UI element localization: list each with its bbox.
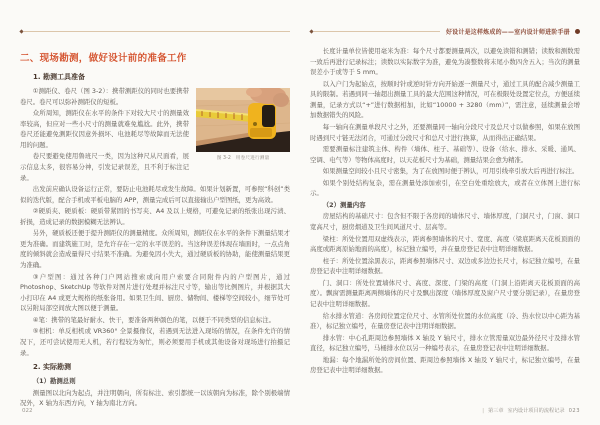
page-number-right: 023 xyxy=(568,407,580,414)
running-header-title: 好设计是这样炼成的——室内设计师进阶手册 xyxy=(445,28,570,36)
page-number-left: 022 xyxy=(22,408,33,414)
paragraph: 以入户门为起始点，按顺时针或逆时针方向开始逐一测量尺寸，通过工具的配合减少测量工具的限制。若遇到同一轴超出测量工具的最大范围这种情况，可在极限处设置定位点，方便延续测量，记录方式以“+”进行数据相加，比如“10000 + 3280（mm）”，需注意，延续测量会增加数据错失的风险。 xyxy=(310,79,580,120)
paragraph: ⑤相机：单反相机或 VR360° 全景摄像仪，若遇到无法进入现场的情况，在条件允许的情况下，还可尝试使用无人机，若行程较为匆忙，则必须要用手机或其他设备对现场进行拍摄记录。 xyxy=(20,327,290,357)
right-page xyxy=(300,0,600,425)
left-running-header xyxy=(20,26,290,36)
footer-chapter-title: 室内设计项目的流程记录 xyxy=(507,408,565,414)
paragraph: ③户型图：通过各种门户网站搜索或向用户索要合同附件内的户型图片，通过 Photoshop、SketchUp 等软件对图片进行处理并标注尺寸等，输出等比例图片，并根据其大小打印在 A4 或更大规格的纸张备用。如果卫生间、厨房、储物间、楼梯等空间较小，细节处可以另附局部空间放大图以便于测量。 xyxy=(20,272,290,313)
footer-divider: | xyxy=(482,407,484,414)
header-rule xyxy=(314,31,440,32)
paragraph: 每一轴向在测量单段尺寸之外，还要测量同一轴向分段尺寸及总尺寸以做参照，如果在放图时遇到尺寸链无法闭合，可通过分段尺寸和总尺寸进行换算，从而得出正确结果。 xyxy=(310,122,580,142)
paragraph: 需要测量标注建筑主体、构件（墙体、柱子、基础等）、设备（给水、排水、采暖、通风、空调、电气等）等物体高度时，以天花板尺寸为基础，测量结果会愈为精准。 xyxy=(310,145,580,164)
paragraph: 柱子：所处位置涂黑表示，距离参照墙体尺寸、双边或多边边长尺寸，标记独立编号，在量房登记表中注明详细数据。 xyxy=(310,256,580,276)
paragraph: 房屋结构的基础尺寸：包含但不限于各房间的墙体尺寸、墙体厚度，门洞尺寸，门窗、洞口宽高尺寸，厨房烟道及卫生间风道尺寸、层高等。 xyxy=(310,212,580,231)
paragraph: 测量图以北向为起点，并注明朝向，所有标注、索引都统一以该朝向为标准，除个别极端情况外，X 轴为东西方向，Y 轴为南北方向。 xyxy=(20,388,290,408)
sub-heading-survey: 2. 实际勘测 xyxy=(33,363,71,372)
paragraph: ②硬质夹、硬质板：硬质带紧固的书写夹、A4 及以上规格，可避免记录的纸张出现污渍、折损，造成记录的数据模糊无法辨认。 xyxy=(20,207,290,226)
paragraph: 如果个别处结构复杂，需在测量处添加索引，在空白处重绘放大，或者在立体图上进行标示。 xyxy=(310,178,580,198)
paragraph: 卷尺要避免使用鲁班尺一类，因为这种尺从尺面看，展示信息太多，很容易分神，引发记录误差，且不利于标注记录。 xyxy=(20,152,189,182)
minor-heading-general-rules: （1）勘测总则 xyxy=(32,377,76,386)
paragraph: 排水管：中心孔距周边参照墙体 X 轴及 Y 轴尺寸，排水立管需量双边最外径尺寸及排水管直径，标记独立编号，马桶排水位以另一种编号表示，在量房登记表中注明详细数据。 xyxy=(310,333,580,353)
paragraph: 门、洞口：所处位置墙体尺寸、高度、深度、门梁的高度（门洞上沿距离天花板顶面的高度）。飘窗需测量距离两侧墙体的尺寸及飘出深度（墙体厚度及窗户尺寸要分别记录），在量房登记表中注明详细数据。 xyxy=(310,278,580,308)
footer-chapter: 第三章 xyxy=(487,408,504,414)
paragraph: 出发前应确认设备运行正常，要防止电池耗尽或发生故障。如果计划新置，可参照“科创”类似的迭代版，配合手机或平板电脑的 APP，测量完成后可以直接输出户型图纸，更为高效。 xyxy=(20,185,290,204)
minor-heading-measure-content: （2）测量内容 xyxy=(322,200,366,209)
paragraph: 众所周知，测距仪在水平的条件下对较大尺寸的测量效率较高，但应对一些小尺寸的测量就难免尴尬。此外，携带卷尺还能避免测距仪因意外损坏、电池耗尽等故障而无法使用的问题。 xyxy=(20,109,189,149)
header-dot-icon xyxy=(575,29,580,34)
paragraph: 长度计量单位皆使用毫米为准：每个尺寸都要测量两次，以避免读错和测错；读数和测数需一致后再进行记录标注；读数以实际数字为准，避免为凑整数将末尾小数四舍五入；当次的测量误差小于或等于 5 mm。 xyxy=(310,47,580,77)
paragraph: 另外，硬质板还便于提升测距仪的测量精度。众所周知，测距仪在水平的条件下测量结果才更为准确。而建筑施工时，是允许存在一定的水平误差的。当这种误差体现在墙面时，一点点角度的倾斜就会造成量得尺寸结果不准确。为避免因小失大，通过硬质板的协助，能使测量结果更为准确。 xyxy=(20,229,290,269)
footer-right xyxy=(482,407,580,414)
paragraph: 如果测量空间较小且尺寸密集，为了在放图时便于辨认，可用引线牵引放大后再进行标注。 xyxy=(322,167,579,176)
sub-heading-tools: 1. 勘测工具准备 xyxy=(33,73,85,81)
paragraph: ①测距仪、卷尺（图 3-2）：携带测距仪的同时也要携带卷尺。卷尺可以弥补测距仪的短板。 xyxy=(20,87,189,106)
paragraph: 给水排水管道：各房间位置定位尺寸、水管所处位置的水位高度（冷、热水位以中心距为基准），标记独立编号，在量房登记表中注明详细数据。 xyxy=(310,311,580,331)
right-running-header xyxy=(310,26,580,36)
tape-measure-photo xyxy=(196,88,290,152)
figure-caption: 图 3-2 用卷尺进行测量 xyxy=(216,156,270,161)
paragraph: ④笔：携带的笔最好耐水、快干，要准备两种颜色的笔，以便于不同类型的信息标注。 xyxy=(32,315,275,324)
header-diamond-icon xyxy=(19,29,23,33)
header-diamond-icon xyxy=(309,29,313,33)
paragraph: 地漏：每个地漏所处的房间位置、距周边参照墙体 X 轴及 Y 轴尺寸，标记独立编号，在量房登记表中注明详细数据。 xyxy=(310,355,580,375)
figure-tape-measure xyxy=(196,88,290,161)
section-heading: 二、现场勘测，做好设计前的准备工作 xyxy=(20,53,187,64)
paragraph: 梁柱：所处位置用双虚线表示，距离参照墙体的尺寸、宽度、高度（梁底距离天花板顶面的高度或距离原始地面的高度），标记独立编号，并在量房登记表中注明详细数据。 xyxy=(310,234,580,254)
header-rule xyxy=(24,31,290,32)
